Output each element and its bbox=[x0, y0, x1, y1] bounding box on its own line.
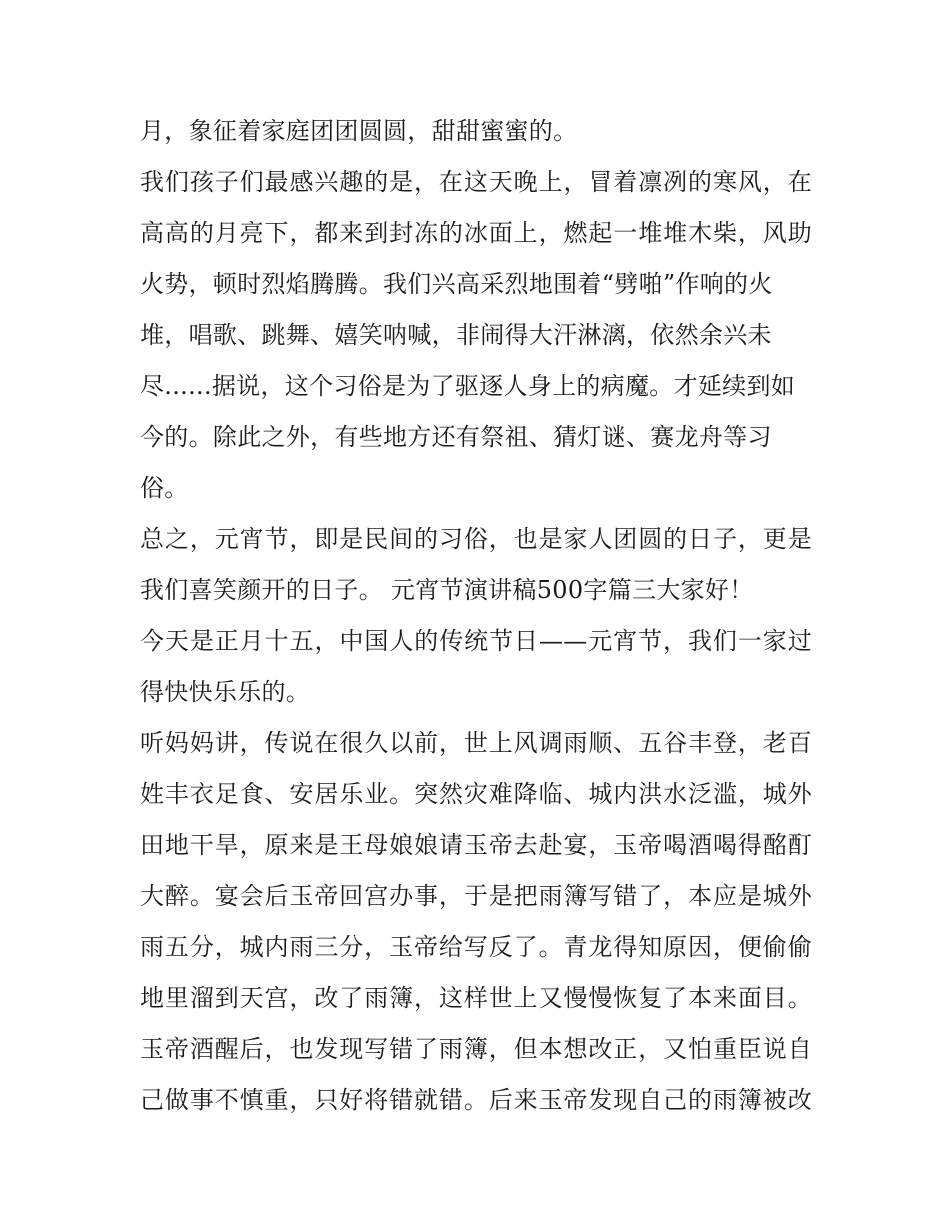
text-line: 听妈妈讲，传说在很久以前，世上风调雨顺、五谷丰登，老百 bbox=[140, 729, 812, 757]
text-line: 玉帝酒醒后，也发现写错了雨簿，但本想改正，又怕重臣说自 bbox=[140, 1035, 812, 1063]
text-line: 姓丰衣足食、安居乐业。突然灾难降临、城内洪水泛滥，城外 bbox=[140, 780, 812, 808]
document-body bbox=[140, 106, 812, 1126]
text-line: 俗。 bbox=[140, 474, 189, 502]
text-line: 雨五分，城内雨三分，玉帝给写反了。青龙得知原因，便偷偷 bbox=[140, 933, 812, 961]
text-line: 堆，唱歌、跳舞、嬉笑呐喊，非闹得大汗淋漓，依然余兴未 bbox=[140, 321, 772, 349]
text-line: 得快快乐乐的。 bbox=[140, 678, 311, 706]
text-line: 田地干旱，原来是王母娘娘请玉帝去赴宴，玉帝喝酒喝得酩酊 bbox=[140, 831, 812, 859]
text-line: 总之，元宵节，即是民间的习俗，也是家人团圆的日子，更是 bbox=[140, 525, 812, 553]
text-line: 今天是正月十五，中国人的传统节日——元宵节，我们一家过 bbox=[140, 627, 812, 655]
text-line: 尽......据说，这个习俗是为了驱逐人身上的病魔。才延续到如 bbox=[140, 372, 796, 400]
text-line: 我们喜笑颜开的日子。 元宵节演讲稿500字篇三大家好！ bbox=[140, 576, 754, 604]
text-line: 我们孩子们最感兴趣的是，在这天晚上，冒着凛冽的寒风，在 bbox=[140, 168, 812, 196]
text-line: 高高的月亮下，都来到封冻的冰面上，燃起一堆堆木柴，风助 bbox=[140, 219, 812, 247]
text-line: 大醉。宴会后玉帝回宫办事，于是把雨簿写错了，本应是城外 bbox=[140, 882, 812, 910]
text-line: 己做事不慎重，只好将错就错。后来玉帝发现自己的雨簿被改 bbox=[140, 1086, 812, 1114]
text-line: 月，象征着家庭团团圆圆，甜甜蜜蜜的。 bbox=[140, 117, 578, 145]
text-line: 今的。除此之外，有些地方还有祭祖、猜灯谜、赛龙舟等习 bbox=[140, 423, 772, 451]
text-line: 火势，顿时烈焰腾腾。我们兴高采烈地围着“劈啪”作响的火 bbox=[140, 270, 773, 298]
text-line: 地里溜到天宫，改了雨簿，这样世上又慢慢恢复了本来面目。 bbox=[140, 984, 812, 1012]
